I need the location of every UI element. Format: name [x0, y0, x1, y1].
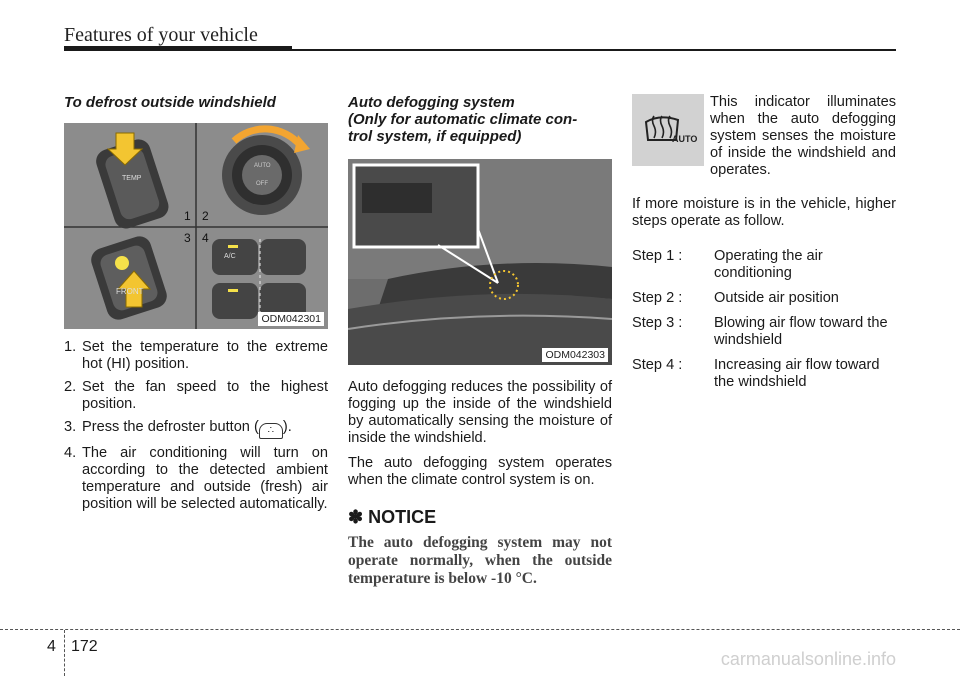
moisture-para: If more moisture is in the vehicle, higher steps operate as follow. [632, 196, 896, 229]
figure-code-label: ODM042303 [542, 348, 608, 362]
figure-label-2: 2 [202, 209, 209, 223]
header-rule-thick [64, 46, 292, 51]
watermark: carmanualsonline.info [720, 649, 896, 669]
section-heading-auto-defogging: Auto defogging system (Only for automatic climate con- trol system, if equipped) [348, 94, 578, 145]
defroster-icon: ∴ [259, 423, 283, 439]
header-rule-thin [292, 49, 896, 51]
front-label: FRONT [116, 287, 144, 296]
list-item: 4. The air conditioning will turn on according to the detected ambient temperature and outside (fresh) air position will be selected automatically. [64, 445, 328, 512]
temp-label: TEMP [122, 175, 142, 182]
page-number: 172 [71, 638, 98, 655]
list-item: Step 4 : Increasing air flow toward the windshield [632, 357, 880, 390]
auto-defog-indicator [632, 94, 704, 166]
off-label: OFF [256, 181, 268, 187]
column-defrost [64, 94, 328, 519]
windshield-illustration [348, 159, 612, 365]
section-heading-defrost: To defrost outside windshield [64, 94, 276, 111]
indicator-description: This indicator illuminates when the auto defogging system senses the moisture of inside the windshield and operates. [710, 94, 896, 178]
figure-label-1: 1 [184, 209, 191, 223]
auto-defog-para1: Auto defogging reduces the possibility of fogging up the inside of the windshield by automatically sensing the moisture of inside the windshield. [348, 379, 612, 446]
figure-defrost-controls [64, 123, 328, 329]
figure-code-label: ODM042301 [258, 312, 324, 326]
figure-windshield-sensor [348, 159, 612, 365]
defrost-controls-illustration [64, 123, 328, 329]
auto-defog-icon [632, 94, 704, 166]
list-item: 2. Set the fan speed to the highest position. [64, 379, 328, 412]
figure-label-4: 4 [202, 231, 209, 245]
footer-rule [0, 629, 960, 630]
notice-text: The auto defogging system may not operate normally, when the outside temperature is below -10 °C. [348, 534, 612, 587]
list-item: Step 3 : Blowing air flow toward the windshield [632, 315, 888, 348]
notice-heading: ✽ NOTICE [348, 507, 437, 527]
indicator-auto-label: AUTO [672, 134, 698, 144]
moisture-steps-list [632, 248, 896, 391]
auto-defog-para2: The auto defogging system operates when the climate control system is on. [348, 455, 612, 488]
list-item: Step 2 : Outside air position [632, 290, 839, 306]
figure-label-3: 3 [184, 231, 191, 245]
column-auto-defogging [348, 94, 612, 588]
footer-divider [64, 630, 65, 676]
list-item: 3. Press the defroster button ( ∴ ). [64, 419, 328, 439]
chapter-number: 4 [47, 638, 56, 655]
page-header-title: Features of your vehicle [64, 24, 258, 46]
ac-label: A/C [224, 253, 236, 260]
list-item: 1. Set the temperature to the extreme hot (HI) position. [64, 339, 328, 372]
auto-label: AUTO [254, 163, 271, 169]
defrost-steps-list [64, 339, 328, 513]
column-indicator [632, 94, 896, 399]
list-item: Step 1 : Operating the air conditioning [632, 248, 823, 281]
